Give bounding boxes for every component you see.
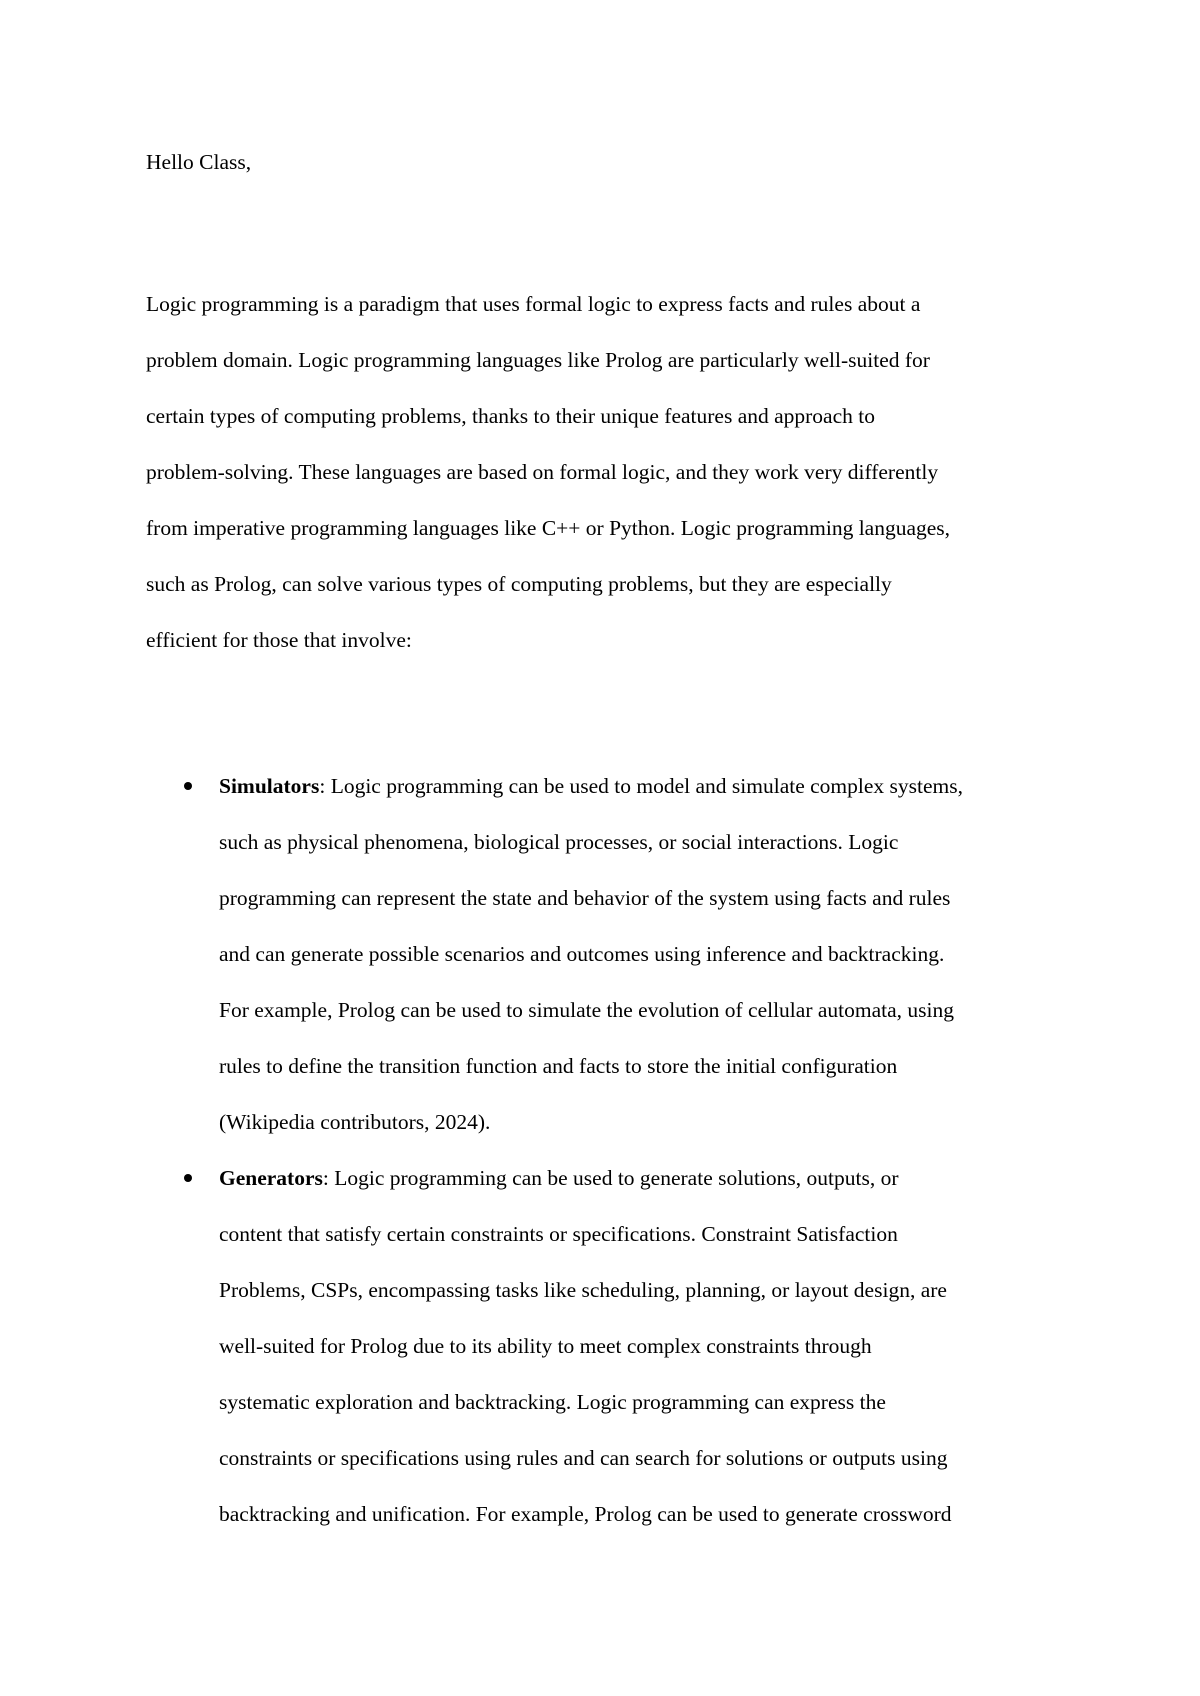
greeting: Hello Class, — [146, 150, 252, 174]
list-item-simulators — [0, 758, 1200, 1150]
bullet-list — [0, 758, 1200, 1542]
intro-line: certain types of computing problems, thanks to their unique features and approach to — [146, 404, 875, 428]
list-item-line: systematic exploration and backtracking. Logic programming can express the — [219, 1390, 886, 1414]
list-item-line: backtracking and unification. For example, Prolog can be used to generate crossword — [219, 1502, 952, 1526]
term-simulators: Simulators — [219, 774, 320, 798]
intro-line: from imperative programming languages like C++ or Python. Logic programming languages, — [146, 516, 951, 540]
intro-line: such as Prolog, can solve various types of computing problems, but they are especially — [146, 572, 892, 596]
intro-line: Logic programming is a paradigm that uses formal logic to express facts and rules about a — [146, 292, 921, 316]
list-item-first-line — [219, 1150, 1089, 1206]
list-item-generators — [0, 1150, 1200, 1542]
list-item-line: content that satisfy certain constraints or specifications. Constraint Satisfaction — [219, 1222, 898, 1246]
intro-line: problem-solving. These languages are based on formal logic, and they work very differently — [146, 460, 939, 484]
bullet-icon — [184, 1174, 192, 1182]
list-item-line: well-suited for Prolog due to its ability to meet complex constraints through — [219, 1334, 872, 1358]
list-item-text: : Logic programming can be used to generate solutions, outputs, or — [322, 1166, 899, 1190]
list-item-line: For example, Prolog can be used to simulate the evolution of cellular automata, using — [219, 998, 954, 1022]
list-item-first-line — [219, 758, 1089, 814]
list-item-body — [219, 758, 1089, 1150]
list-item-line: such as physical phenomena, biological processes, or social interactions. Logic — [219, 830, 899, 854]
bullet-icon — [184, 782, 192, 790]
term-generators: Generators — [219, 1166, 323, 1190]
list-item-body — [219, 1150, 1089, 1542]
list-item-line: rules to define the transition function and facts to store the initial configuration — [219, 1054, 898, 1078]
list-item-line: Problems, CSPs, encompassing tasks like scheduling, planning, or layout design, are — [219, 1278, 947, 1302]
intro-paragraph — [146, 276, 1066, 668]
list-item-line: (Wikipedia contributors, 2024). — [219, 1110, 491, 1134]
intro-line: problem domain. Logic programming languages like Prolog are particularly well-suited for — [146, 348, 930, 372]
list-item-text: : Logic programming can be used to model and simulate complex systems, — [319, 774, 964, 798]
list-item-line: constraints or specifications using rules and can search for solutions or outputs using — [219, 1446, 948, 1470]
intro-line: efficient for those that involve: — [146, 628, 412, 652]
list-item-line: programming can represent the state and behavior of the system using facts and rules — [219, 886, 951, 910]
list-item-line: and can generate possible scenarios and outcomes using inference and backtracking. — [219, 942, 945, 966]
